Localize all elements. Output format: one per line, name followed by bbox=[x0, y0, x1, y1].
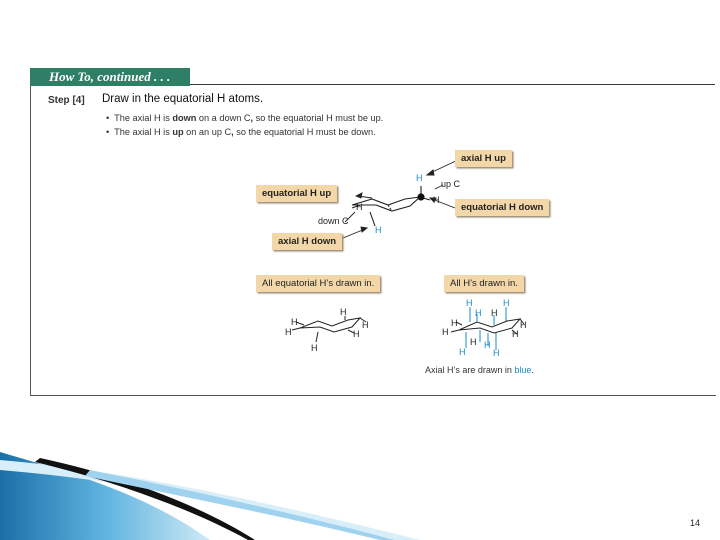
up-c-label: up C bbox=[441, 179, 461, 189]
callout-axial-h-down: axial H down bbox=[272, 233, 342, 250]
callout-equatorial-h-up: equatorial H up bbox=[256, 185, 337, 202]
atom-label-h: H bbox=[340, 307, 347, 317]
atom-label-h: H bbox=[311, 343, 318, 353]
atom-label-h: H bbox=[503, 298, 510, 308]
step-title: Draw in the equatorial H atoms. bbox=[102, 93, 264, 105]
bullet-item: • The axial H is up on an up C, so the equatorial H must be down. bbox=[106, 127, 376, 137]
atom-label-h: H bbox=[493, 348, 500, 358]
atom-label-h: H bbox=[451, 318, 458, 328]
callout-all-hs: All H’s drawn in. bbox=[444, 275, 524, 292]
atom-label-h: H bbox=[375, 225, 382, 235]
callout-all-equatorial: All equatorial H’s drawn in. bbox=[256, 275, 380, 292]
page-number: 14 bbox=[690, 518, 701, 528]
atom-label-h: H bbox=[512, 329, 519, 339]
atom-label-h: H bbox=[491, 308, 498, 318]
atom-label-h: H bbox=[356, 202, 363, 212]
atom-label-h: H bbox=[433, 195, 440, 205]
atom-label-h: H bbox=[484, 340, 491, 350]
callout-equatorial-h-down: equatorial H down bbox=[455, 199, 549, 216]
atom-label-h: H bbox=[291, 317, 298, 327]
atom-label-h: H bbox=[475, 308, 482, 318]
diagram-caption: Axial H’s are drawn in blue. bbox=[425, 365, 534, 375]
atom-label-h: H bbox=[362, 320, 369, 330]
atom-label-h: H bbox=[442, 327, 449, 337]
atom-label-h: H bbox=[520, 320, 527, 330]
atom-label-h: H bbox=[470, 337, 477, 347]
atom-label-h: H bbox=[353, 329, 360, 339]
bullet-item: • The axial H is down on a down C, so the equatorial H must be up. bbox=[106, 113, 384, 123]
atom-label-h: H bbox=[285, 327, 292, 337]
atom-label-h: H bbox=[466, 298, 473, 308]
callout-axial-h-up: axial H up bbox=[455, 150, 512, 167]
header-title: How To, continued . . . bbox=[49, 69, 171, 84]
step-label: Step [4] bbox=[48, 95, 85, 106]
atom-label-h: H bbox=[416, 173, 423, 183]
atom-label-h: H bbox=[459, 347, 466, 357]
down-c-label: down C bbox=[318, 216, 349, 226]
